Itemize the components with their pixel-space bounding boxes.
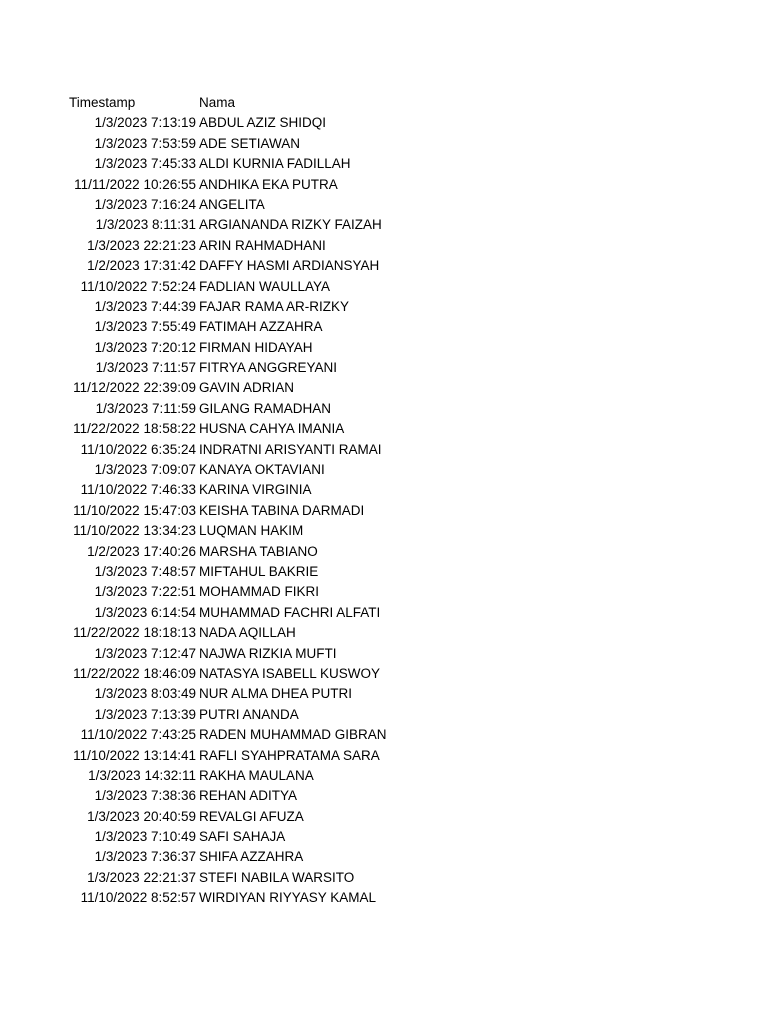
table-row (65, 113, 390, 133)
timestamp-cell: 1/3/2023 7:13:19 (94, 115, 196, 131)
table-row (65, 786, 390, 806)
table-row (65, 378, 390, 398)
nama-cell: DAFFY HASMI ARDIANSYAH (199, 258, 380, 274)
timestamp-cell: 1/3/2023 7:55:49 (94, 319, 196, 335)
table-row (65, 766, 390, 786)
nama-cell: PUTRI ANANDA (199, 706, 299, 722)
nama-cell: FAJAR RAMA AR-RIZKY (199, 298, 350, 314)
nama-cell: KANAYA OKTAVIANI (199, 462, 325, 478)
timestamp-cell: 11/10/2022 7:52:24 (80, 278, 196, 294)
timestamp-cell: 1/3/2023 8:11:31 (95, 217, 196, 233)
nama-cell: MARSHA TABIANO (199, 543, 318, 559)
timestamp-cell: 1/3/2023 22:21:23 (87, 237, 196, 253)
table-row (65, 358, 390, 378)
nama-cell: RAKHA MAULANA (199, 767, 314, 783)
table-row (65, 623, 390, 643)
nama-cell: SAFI SAHAJA (199, 829, 286, 845)
timestamp-cell: 1/2/2023 17:40:26 (87, 543, 196, 559)
table-row (65, 807, 390, 827)
table-row (65, 195, 390, 215)
nama-cell: GILANG RAMADHAN (199, 400, 332, 416)
nama-cell: ABDUL AZIZ SHIDQI (199, 115, 327, 131)
nama-cell: ARGIANANDA RIZKY FAIZAH (199, 217, 382, 233)
table-row (65, 501, 390, 521)
nama-cell: STEFI NABILA WARSITO (199, 869, 355, 885)
nama-cell: KEISHA TABINA DARMADI (199, 502, 365, 518)
nama-cell: NUR ALMA DHEA PUTRI (199, 686, 353, 702)
nama-cell: ANGELITA (199, 196, 265, 212)
nama-cell: MIFTAHUL BAKRIE (199, 563, 319, 579)
table-row (65, 705, 390, 725)
table-row (65, 746, 390, 766)
table-row (65, 480, 390, 500)
nama-cell: ADE SETIAWAN (199, 135, 301, 151)
table-row (65, 827, 390, 847)
table-row (65, 440, 390, 460)
table-row (65, 154, 390, 174)
timestamp-cell: 1/3/2023 7:45:33 (94, 156, 196, 172)
timestamp-cell: 1/3/2023 8:03:49 (94, 686, 196, 702)
timestamp-cell: 11/11/2022 10:26:55 (74, 176, 196, 192)
table-row (65, 460, 390, 480)
table-row (65, 847, 390, 867)
attendance-sheet (65, 93, 390, 909)
timestamp-cell: 1/3/2023 7:44:39 (94, 298, 196, 314)
timestamp-cell: 1/3/2023 7:20:12 (94, 339, 196, 355)
timestamp-cell: 11/22/2022 18:18:13 (73, 625, 196, 641)
nama-cell: FIRMAN HIDAYAH (199, 339, 313, 355)
timestamp-cell: 11/10/2022 7:46:33 (80, 482, 196, 498)
table-row (65, 134, 390, 154)
timestamp-cell: 11/10/2022 15:47:03 (73, 502, 196, 518)
table-row (65, 175, 390, 195)
timestamp-cell: 11/10/2022 8:52:57 (80, 890, 196, 906)
table-row (65, 888, 390, 908)
table-row (65, 582, 390, 602)
timestamp-cell: 1/2/2023 17:31:42 (87, 258, 196, 274)
table-row (65, 542, 390, 562)
timestamp-cell: 1/3/2023 7:10:49 (94, 829, 196, 845)
table-row (65, 664, 390, 684)
timestamp-cell: 1/3/2023 22:21:37 (87, 869, 196, 885)
nama-cell: FATIMAH AZZAHRA (199, 319, 323, 335)
timestamp-cell: 11/10/2022 6:35:24 (80, 441, 196, 457)
timestamp-cell: 1/3/2023 14:32:11 (88, 767, 196, 783)
table-body (65, 113, 390, 908)
table-row (65, 644, 390, 664)
timestamp-cell: 11/10/2022 13:14:41 (73, 747, 196, 763)
timestamp-cell: 1/3/2023 7:53:59 (94, 135, 196, 151)
nama-cell: HUSNA CAHYA IMANIA (199, 421, 345, 437)
timestamp-cell: 11/10/2022 13:34:23 (73, 523, 196, 539)
nama-cell: RAFLI SYAHPRATAMA SARA (199, 747, 380, 763)
table-row (65, 603, 390, 623)
table-row (65, 338, 390, 358)
timestamp-cell: 1/3/2023 7:48:57 (94, 563, 196, 579)
table-row (65, 419, 390, 439)
table-row (65, 868, 390, 888)
nama-cell: MOHAMMAD FIKRI (199, 584, 319, 600)
timestamp-cell: 1/3/2023 7:11:59 (95, 400, 196, 416)
nama-cell: NADA AQILLAH (199, 625, 296, 641)
timestamp-cell: 1/3/2023 7:36:37 (94, 849, 196, 865)
timestamp-cell: 1/3/2023 7:38:36 (94, 788, 196, 804)
table-row (65, 521, 390, 541)
nama-cell: WIRDIYAN RIYYASY KAMAL (199, 890, 377, 906)
timestamp-cell: 1/3/2023 7:11:57 (95, 360, 196, 376)
nama-cell: KARINA VIRGINIA (199, 482, 312, 498)
timestamp-cell: 1/3/2023 6:14:54 (94, 604, 196, 620)
nama-cell: FITRYA ANGGREYANI (199, 360, 338, 376)
timestamp-cell: 11/12/2022 22:39:09 (73, 380, 196, 396)
timestamp-cell: 1/3/2023 7:22:51 (94, 584, 196, 600)
nama-cell: LUQMAN HAKIM (199, 523, 304, 539)
timestamp-cell: 1/3/2023 7:12:47 (94, 645, 196, 661)
nama-cell: MUHAMMAD FACHRI ALFATI (199, 604, 381, 620)
nama-cell: ARIN RAHMADHANI (199, 237, 326, 253)
nama-cell: RADEN MUHAMMAD GIBRAN (199, 727, 387, 743)
nama-cell: ANDHIKA EKA PUTRA (199, 176, 338, 192)
table-row (65, 399, 390, 419)
timestamp-cell: 11/10/2022 7:43:25 (80, 727, 196, 743)
nama-cell: ALDI KURNIA FADILLAH (199, 156, 351, 172)
timestamp-cell: 1/3/2023 20:40:59 (87, 808, 196, 824)
nama-cell: SHIFA AZZAHRA (199, 849, 304, 865)
timestamp-cell: 1/3/2023 7:13:39 (94, 706, 196, 722)
table-row (65, 562, 390, 582)
table-row (65, 236, 390, 256)
nama-cell: FADLIAN WAULLAYA (199, 278, 331, 294)
timestamp-cell: 1/3/2023 7:16:24 (94, 196, 196, 212)
nama-cell: NATASYA ISABELL KUSWOY (199, 665, 381, 681)
timestamp-header: Timestamp (69, 95, 136, 110)
nama-cell: NAJWA RIZKIA MUFTI (199, 645, 337, 661)
timestamp-cell: 11/22/2022 18:46:09 (73, 665, 196, 681)
table-row (65, 297, 390, 317)
timestamp-cell: 1/3/2023 7:09:07 (94, 462, 196, 478)
table-row (65, 277, 390, 297)
timestamp-cell: 11/22/2022 18:58:22 (73, 421, 196, 437)
table-row (65, 317, 390, 337)
table-row (65, 684, 390, 704)
nama-header: Nama (199, 95, 236, 110)
table-row (65, 215, 390, 235)
header-row (65, 93, 390, 113)
nama-cell: INDRATNI ARISYANTI RAMAI (199, 441, 382, 457)
nama-cell: REHAN ADITYA (199, 788, 298, 804)
nama-cell: GAVIN ADRIAN (199, 380, 295, 396)
table-row (65, 725, 390, 745)
nama-cell: REVALGI AFUZA (199, 808, 304, 824)
table-row (65, 256, 390, 276)
